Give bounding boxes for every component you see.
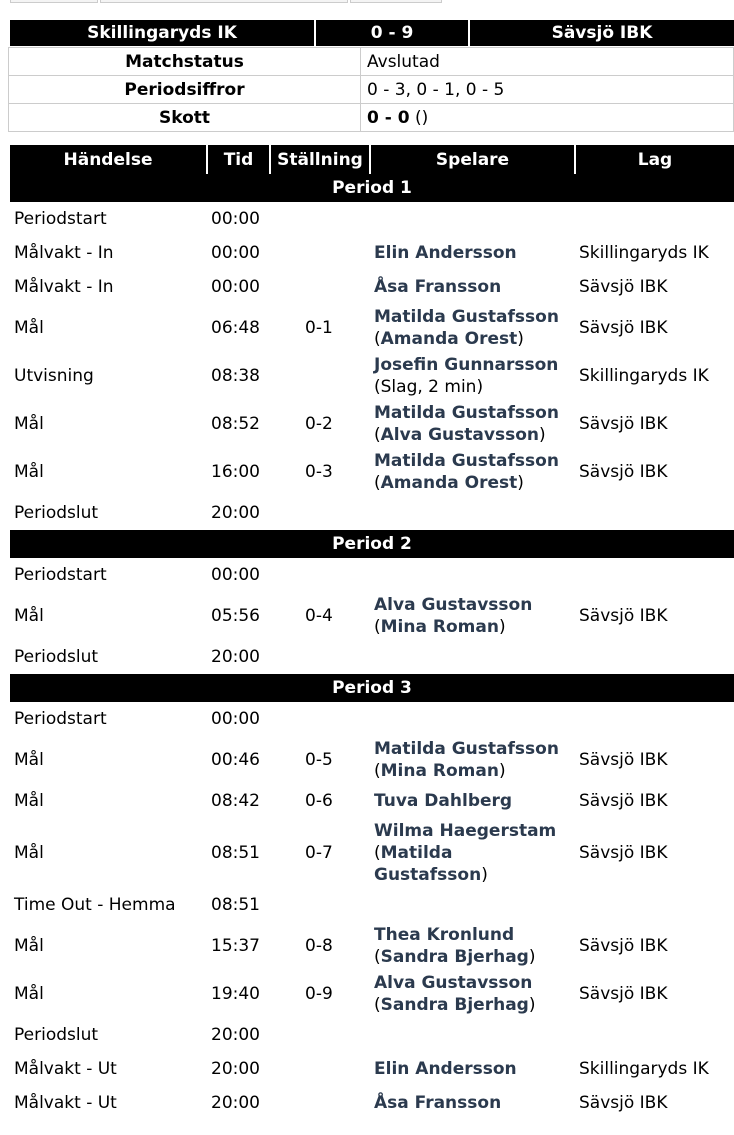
event-type: Mål — [14, 984, 44, 1004]
event-type: Mål — [14, 791, 44, 811]
col-header-player: Spelare — [370, 145, 575, 174]
assist-player-link[interactable]: Matilda Gustafsson — [374, 843, 482, 885]
event-team — [575, 202, 734, 236]
event-score: 0-2 — [305, 414, 333, 434]
match-header — [10, 20, 734, 46]
event-time: 08:51 — [211, 843, 260, 863]
info-value — [361, 104, 734, 132]
player-link[interactable]: Elin Andersson — [374, 1059, 517, 1079]
event-team: Skillingaryds IK — [579, 243, 709, 263]
event-time: 08:42 — [211, 791, 260, 811]
event-row — [10, 736, 734, 784]
event-player-cell — [370, 496, 575, 530]
event-time: 19:40 — [211, 984, 260, 1004]
player-link[interactable]: Åsa Fransson — [374, 1093, 502, 1113]
event-player-cell: Matilda Gustafsson (Mina Roman) — [374, 739, 559, 781]
event-score: 0-3 — [305, 462, 333, 482]
event-time: 05:56 — [211, 606, 260, 626]
shots-extra: () — [409, 107, 429, 128]
event-type: Målvakt - Ut — [14, 1093, 117, 1113]
event-row — [10, 1086, 734, 1120]
player-link[interactable]: Matilda Gustafsson — [374, 451, 559, 471]
event-player-cell — [370, 1086, 575, 1120]
event-score: 0-9 — [305, 984, 333, 1004]
period-title: Period 2 — [10, 530, 734, 558]
event-score — [270, 496, 370, 530]
info-label: Matchstatus — [9, 48, 361, 76]
event-type: Periodslut — [14, 647, 99, 667]
player-link[interactable]: Tuva Dahlberg — [374, 791, 513, 811]
assist-player-link[interactable]: Mina Roman — [380, 761, 499, 781]
tab-3[interactable] — [350, 0, 442, 3]
event-type: Målvakt - In — [14, 277, 114, 297]
info-value: Avslutad — [361, 48, 734, 76]
event-time: 08:51 — [211, 895, 260, 915]
col-header-score: Ställning — [270, 145, 370, 174]
col-header-team: Lag — [575, 145, 734, 174]
event-row — [10, 236, 734, 270]
event-team: Sävsjö IBK — [579, 750, 668, 770]
player-link[interactable]: Matilda Gustafsson — [374, 403, 559, 423]
event-score: 0-6 — [305, 791, 333, 811]
event-time: 20:00 — [211, 1059, 260, 1079]
event-type: Mål — [14, 843, 44, 863]
event-team: Sävsjö IBK — [579, 791, 668, 811]
event-team: Sävsjö IBK — [579, 936, 668, 956]
event-team: Skillingaryds IK — [579, 1059, 709, 1079]
event-time: 16:00 — [211, 462, 260, 482]
event-type: Periodstart — [14, 209, 107, 229]
event-score — [270, 236, 370, 270]
assist-player-link[interactable]: Sandra Bjerhag — [380, 995, 529, 1015]
col-header-event: Händelse — [10, 145, 207, 174]
events-table — [10, 145, 734, 1120]
event-type: Utvisning — [14, 366, 94, 386]
event-time: 20:00 — [211, 503, 260, 523]
info-label: Skott — [9, 104, 361, 132]
player-link[interactable]: Thea Kronlund — [374, 925, 515, 945]
event-team — [575, 888, 734, 922]
event-row — [10, 922, 734, 970]
event-type: Mål — [14, 318, 44, 338]
info-row-shots — [9, 104, 734, 132]
event-score: 0-1 — [305, 318, 333, 338]
event-player-cell: Matilda Gustafsson (Alva Gustavsson) — [374, 403, 559, 445]
event-time: 00:00 — [211, 709, 260, 729]
event-time: 00:00 — [211, 243, 260, 263]
assist-player-link[interactable]: Sandra Bjerhag — [380, 947, 529, 967]
player-link[interactable]: Alva Gustavsson — [374, 973, 533, 993]
event-time: 00:00 — [211, 277, 260, 297]
event-score — [270, 1018, 370, 1052]
event-score — [270, 640, 370, 674]
col-header-time: Tid — [207, 145, 270, 174]
event-team: Sävsjö IBK — [579, 318, 668, 338]
event-type: Periodstart — [14, 709, 107, 729]
player-link[interactable]: Matilda Gustafsson — [374, 739, 559, 759]
event-time: 00:46 — [211, 750, 260, 770]
event-score — [270, 270, 370, 304]
event-player-cell — [370, 784, 575, 818]
event-type: Målvakt - Ut — [14, 1059, 117, 1079]
event-score — [270, 888, 370, 922]
event-player-cell — [370, 270, 575, 304]
assist-player-link[interactable]: Alva Gustavsson — [380, 425, 539, 445]
event-time: 20:00 — [211, 1093, 260, 1113]
event-team — [575, 558, 734, 592]
event-score: 0-4 — [305, 606, 333, 626]
event-row — [10, 702, 734, 736]
player-link[interactable]: Matilda Gustafsson — [374, 307, 559, 327]
match-score: 0 - 9 — [315, 20, 469, 46]
info-row-periods — [9, 76, 734, 104]
event-team — [575, 496, 734, 530]
event-player-cell — [370, 1052, 575, 1086]
event-team: Skillingaryds IK — [579, 366, 709, 386]
event-time: 15:37 — [211, 936, 260, 956]
event-score: 0-5 — [305, 750, 333, 770]
event-player-cell: Matilda Gustafsson (Amanda Orest) — [374, 307, 559, 349]
event-row — [10, 352, 734, 400]
event-row — [10, 970, 734, 1018]
assist-player-link[interactable]: Mina Roman — [380, 617, 499, 637]
event-team: Sävsjö IBK — [579, 1093, 668, 1113]
event-score — [270, 1052, 370, 1086]
event-time: 00:00 — [211, 209, 260, 229]
event-row — [10, 304, 734, 352]
event-score — [270, 352, 370, 400]
event-row — [10, 888, 734, 922]
event-team: Sävsjö IBK — [579, 843, 668, 863]
player-link[interactable]: Åsa Fransson — [374, 277, 502, 297]
period-title: Period 1 — [10, 174, 734, 202]
event-row — [10, 270, 734, 304]
match-info-table — [8, 47, 734, 132]
event-time: 08:38 — [211, 366, 260, 386]
event-type: Mål — [14, 414, 44, 434]
event-player-cell — [370, 236, 575, 270]
event-type: Periodstart — [14, 565, 107, 585]
event-type: Målvakt - In — [14, 243, 114, 263]
event-score — [270, 702, 370, 736]
tab-2[interactable] — [100, 0, 348, 3]
event-type: Mål — [14, 462, 44, 482]
event-type: Mål — [14, 936, 44, 956]
shots-value: 0 - 0 — [367, 107, 410, 128]
info-row-status — [9, 48, 734, 76]
event-row — [10, 640, 734, 674]
events-header-row — [10, 145, 734, 174]
event-score: 0-7 — [305, 843, 333, 863]
away-team-name[interactable]: Sävsjö IBK — [469, 20, 734, 46]
player-link[interactable]: Josefin Gunnarsson — [374, 355, 559, 375]
event-time: 00:00 — [211, 565, 260, 585]
period-header-row — [10, 174, 734, 202]
event-row — [10, 496, 734, 530]
event-score: 0-8 — [305, 936, 333, 956]
event-type: Time Out - Hemma — [14, 895, 176, 915]
event-score — [270, 202, 370, 236]
period-title: Period 3 — [10, 674, 734, 702]
event-row — [10, 592, 734, 640]
assist-player-link[interactable]: Amanda Orest — [380, 473, 518, 493]
event-row — [10, 448, 734, 496]
event-score — [270, 558, 370, 592]
info-value: 0 - 3, 0 - 1, 0 - 5 — [361, 76, 734, 104]
period-header-row — [10, 530, 734, 558]
event-player-cell — [370, 202, 575, 236]
event-team: Sävsjö IBK — [579, 414, 668, 434]
event-row — [10, 1018, 734, 1052]
event-team: Sävsjö IBK — [579, 462, 668, 482]
penalty-note: (Slag, 2 min) — [374, 377, 484, 397]
event-time: 08:52 — [211, 414, 260, 434]
event-type: Periodslut — [14, 503, 99, 523]
assist-player-link[interactable]: Amanda Orest — [380, 329, 518, 349]
event-player-cell: Matilda Gustafsson (Amanda Orest) — [374, 451, 559, 493]
event-player-cell — [370, 888, 575, 922]
event-player-cell: Wilma Haegerstam (Matilda Gustafsson) — [374, 821, 557, 885]
event-row — [10, 1052, 734, 1086]
period-header-row — [10, 674, 734, 702]
event-row — [10, 818, 734, 888]
event-player-cell: Thea Kronlund (Sandra Bjerhag) — [374, 925, 536, 967]
event-team: Sävsjö IBK — [579, 277, 668, 297]
event-row — [10, 784, 734, 818]
player-link[interactable]: Elin Andersson — [374, 243, 517, 263]
event-row — [10, 558, 734, 592]
event-type: Periodslut — [14, 1025, 99, 1045]
event-team — [575, 1018, 734, 1052]
event-type: Mål — [14, 606, 44, 626]
event-player-cell — [370, 702, 575, 736]
event-time: 06:48 — [211, 318, 260, 338]
player-link[interactable]: Wilma Haegerstam — [374, 821, 557, 841]
event-player-cell — [370, 558, 575, 592]
event-row — [10, 202, 734, 236]
event-time: 20:00 — [211, 647, 260, 667]
home-team-name[interactable]: Skillingaryds IK — [10, 20, 315, 46]
event-player-cell — [370, 352, 575, 400]
event-type: Mål — [14, 750, 44, 770]
event-player-cell — [370, 1018, 575, 1052]
event-team — [575, 702, 734, 736]
event-team: Sävsjö IBK — [579, 984, 668, 1004]
event-time: 20:00 — [211, 1025, 260, 1045]
event-row — [10, 400, 734, 448]
tab-1[interactable] — [10, 0, 98, 3]
info-label: Periodsiffror — [9, 76, 361, 104]
player-link[interactable]: Alva Gustavsson — [374, 595, 533, 615]
event-team — [575, 640, 734, 674]
event-player-cell: Alva Gustavsson (Sandra Bjerhag) — [374, 973, 536, 1015]
event-score — [270, 1086, 370, 1120]
event-player-cell: Alva Gustavsson (Mina Roman) — [374, 595, 533, 637]
event-player-cell — [370, 640, 575, 674]
event-team: Sävsjö IBK — [579, 606, 668, 626]
